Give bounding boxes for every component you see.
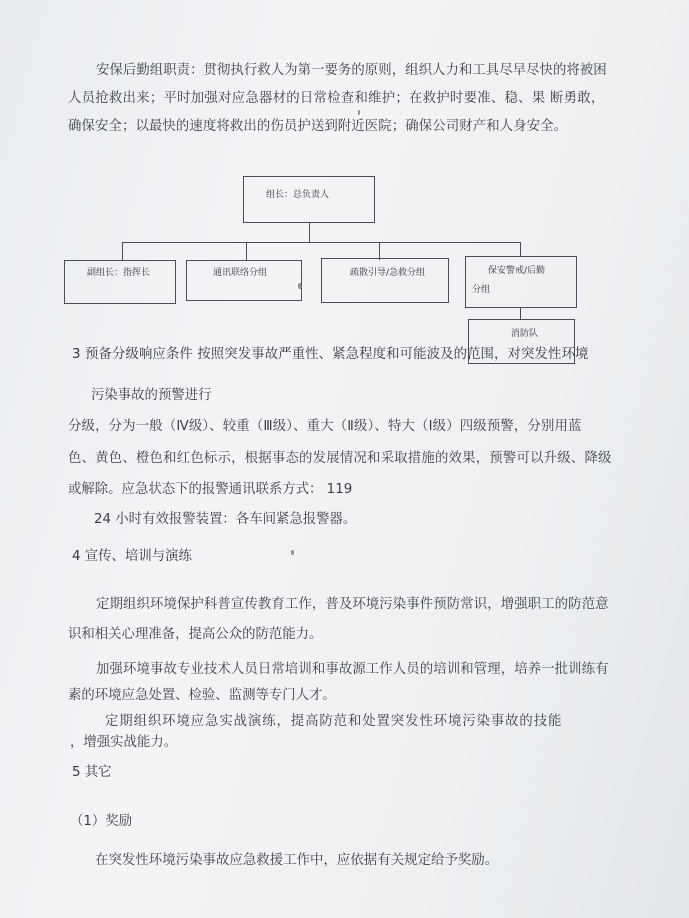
org-box-evacuation	[321, 258, 449, 303]
section-3-line-2: 分级，分为一般（Ⅳ级）、较重（Ⅲ级）、重大（Ⅱ级）、特大（Ⅰ级）四级预警，分别用蓝	[68, 419, 582, 434]
org-label-security-2: 分组	[472, 285, 491, 295]
section-3-line-1: 污染事故的预警进行	[91, 388, 212, 403]
org-label-deputy: 副组长：指挥长	[87, 268, 151, 278]
org-box-deputy	[64, 260, 176, 304]
duties-line-3: 确保安全；以最快的速度将救出的伤员护送到附近医院；确保公司财产和人身安全。	[68, 119, 568, 134]
scan-speck	[298, 283, 302, 289]
section-3-heading: 3 预备分级响应条件 按照突发事故严重性、紧急程度和可能波及的范围，对突发性环境	[72, 347, 589, 362]
org-box-leader	[243, 176, 375, 223]
org-label-leader: 组长：总负责人	[266, 190, 330, 200]
section-4-p2-line-1: 加强环境事故专业技术人员日常培训和事故源工作人员的培训和管理，培养一批训练有	[96, 662, 609, 677]
section-4-p1-line-1: 定期组织环境保护科普宣传教育工作，普及环境污染事件预防常识，增强职工的防范意	[96, 597, 609, 612]
org-connector-drop-2	[246, 242, 247, 260]
section-5-subheading: （1）奖励	[70, 814, 133, 829]
org-label-fire-team: 消防队	[511, 329, 539, 339]
section-3-line-3: 色、黄色、橙色和红色标示，根据事态的发展情况和采取措施的效果，预警可以升级、降级	[68, 451, 612, 466]
org-connector-drop-4	[520, 242, 521, 256]
duties-line-1: 安保后勤组职责：贯彻执行救人为第一要务的原则，组织人力和工具尽早尽快的将被困	[96, 63, 607, 78]
scan-speck	[291, 550, 294, 555]
section-4-p3-line-1: 定期组织环境应急实战演练，提高防范和处置突发性环境污染事故的技能	[105, 714, 563, 729]
section-5-heading: 5 其它	[72, 765, 112, 780]
org-label-communication: 通讯联络分组	[213, 268, 268, 278]
org-connector-drop-1	[122, 242, 123, 260]
section-4-p3-line-2: ，增强实战能力。	[70, 735, 178, 750]
duties-line-2: 人员抢救出来；平时加强对应急器材的日常检查和维护；在救护时要准、稳、果 断勇敢，	[68, 91, 605, 106]
org-connector-vertical	[309, 223, 310, 243]
org-box-security	[465, 256, 577, 308]
section-3-line-4: 或解除。应急状态下的报警通讯联系方式： 119	[68, 482, 353, 497]
section-5-line-1: 在突发性环境污染事故应急救援工作中，应依据有关规定给予奖励。	[95, 853, 499, 868]
section-4-p1-line-2: 识和相关心理准备，提高公众的防范能力。	[68, 627, 323, 642]
org-connector-sub	[520, 308, 521, 319]
section-4-heading: 4 宣传、培训与演练	[72, 549, 192, 564]
org-label-evacuation: 疏散引导/急救分组	[350, 268, 426, 278]
org-connector-horizontal	[122, 242, 520, 243]
section-3-line-5: 24 小时有效报警装置：各车间紧急报警器。	[94, 512, 357, 527]
org-label-security-1: 保安警戒/后勤	[488, 266, 546, 276]
org-box-communication	[186, 260, 302, 301]
scan-speck	[358, 110, 360, 115]
section-4-p2-line-2: 素的环境应急处置、检验、监测等专门人才。	[68, 688, 336, 703]
